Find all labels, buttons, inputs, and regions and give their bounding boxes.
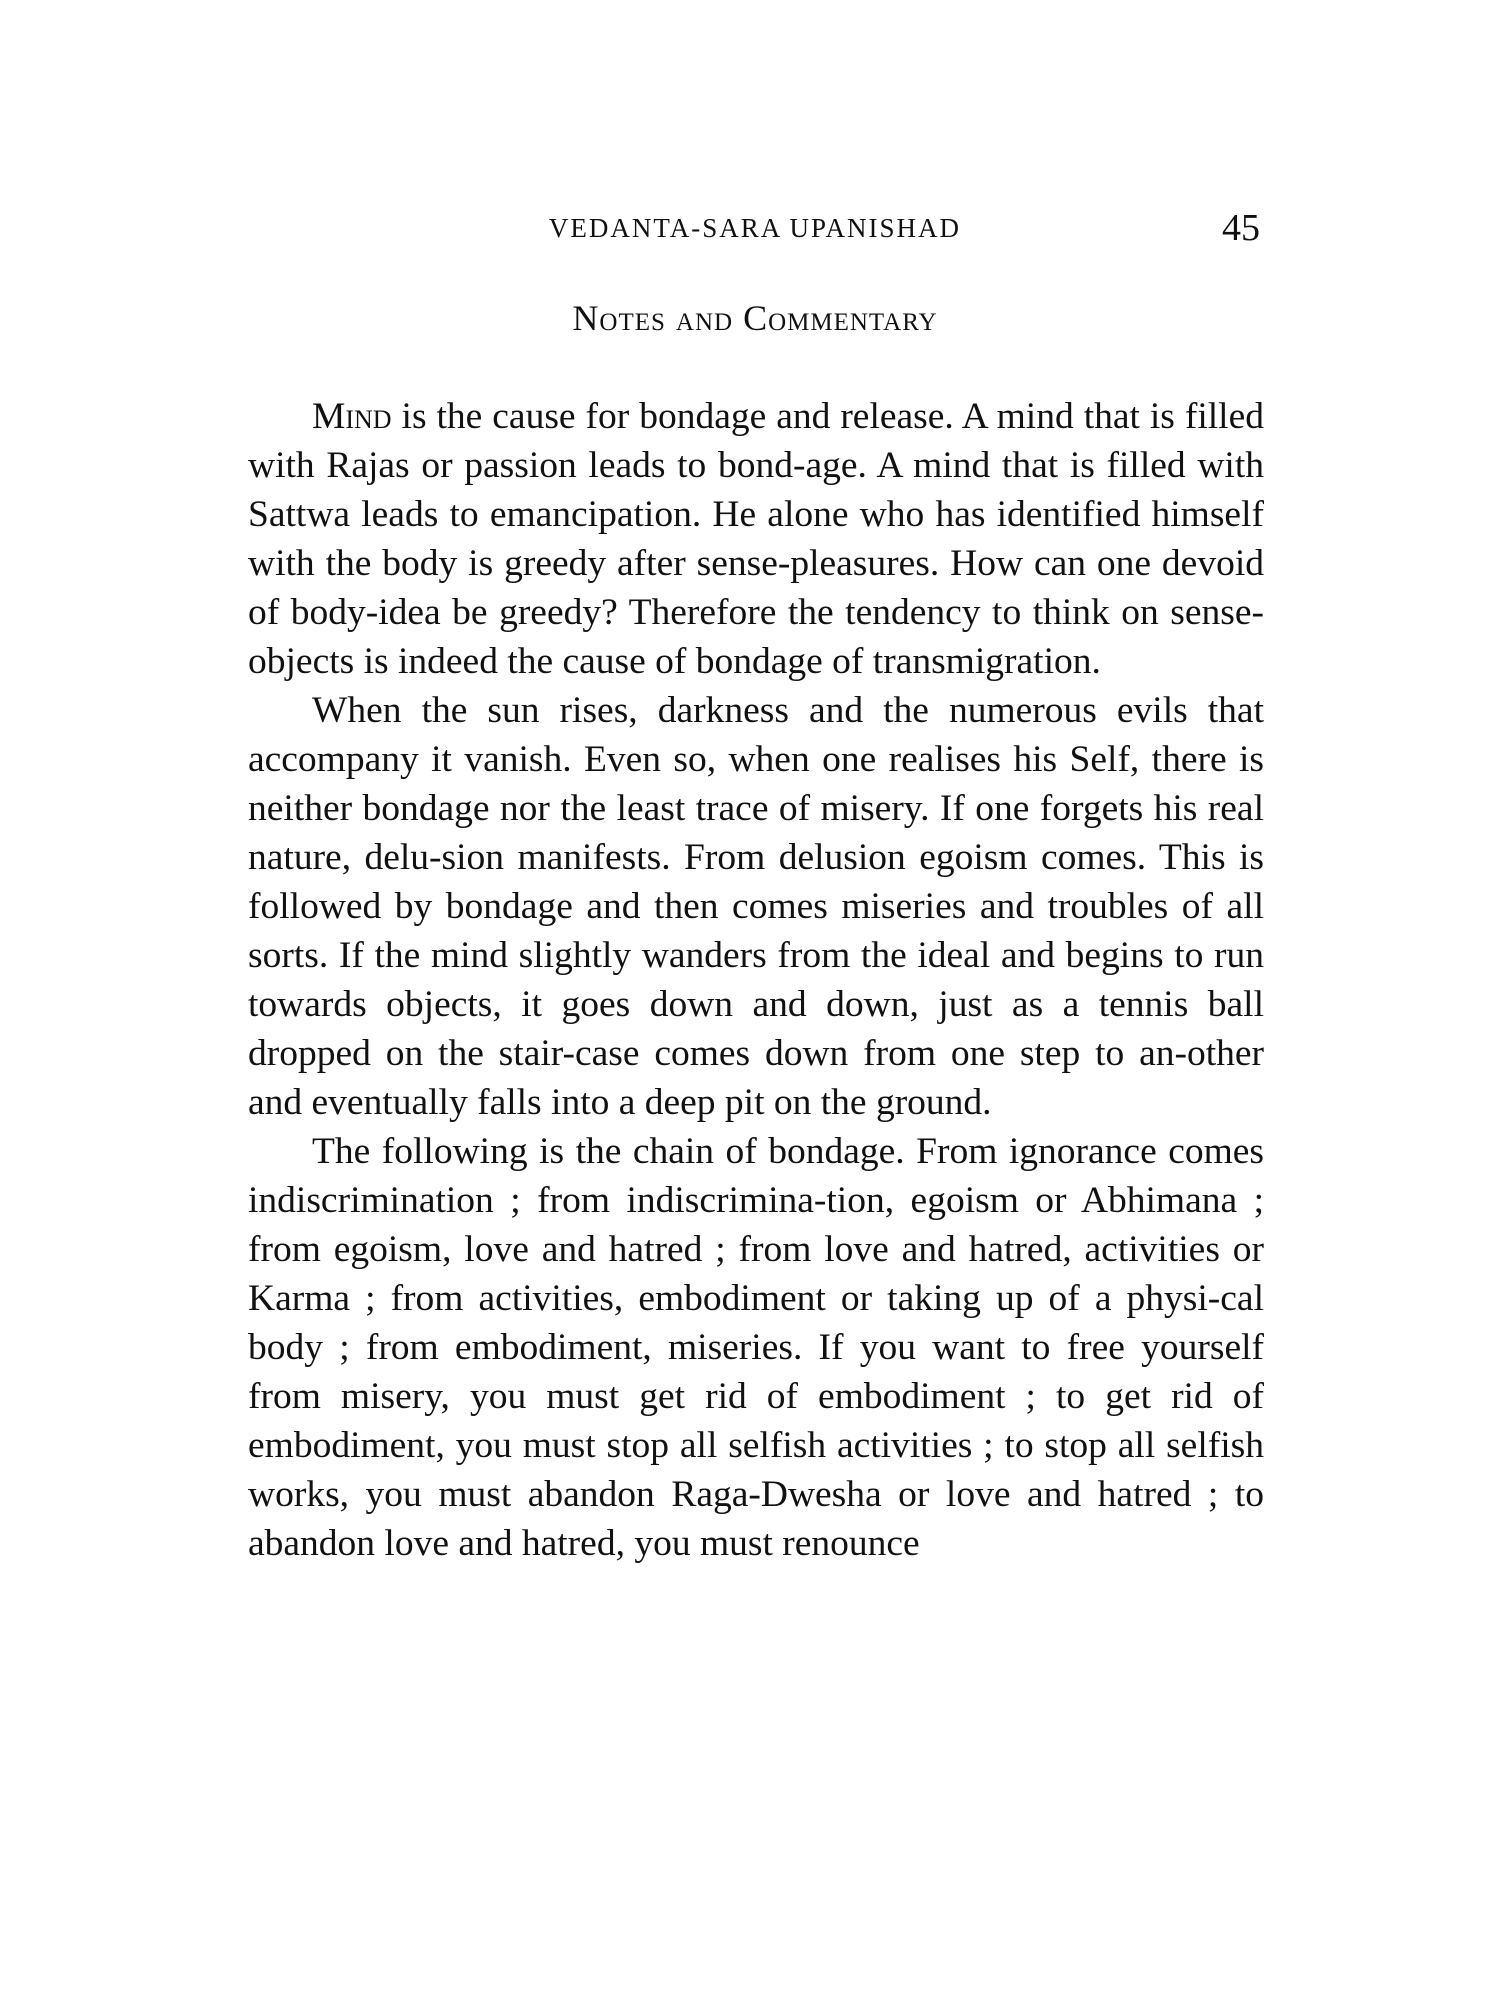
page-number: 45 xyxy=(1222,207,1260,249)
paragraph-3-text: The following is the chain of bondage. From ignorance comes indiscrimination ; from indiscrimina-tion, egoism or Abhimana ; from egoism, love and hatred ; from love and hatred, activities or Karma ; from activities, embodiment or taking up of a physi-cal body ; from embodiment, miseries. If you want to free yourself from misery, you must get rid of embodiment ; to get rid of embodiment, you must stop all selfish activities ; to stop all selfish works, you must abandon Raga-Dwesha or love and hatred ; to abandon love and hatred, you must renounce xyxy=(248,1131,1264,1564)
running-head xyxy=(250,208,1260,248)
section-heading: Notes and Commentary xyxy=(572,298,938,338)
paragraph-2 xyxy=(248,686,1264,1127)
paragraph-1-text: is the cause for bondage and release. A mind that is filled with Rajas or passion leads to bond-age. A mind that is filled with Sattwa leads to emancipation. He alone who has identified himself with the body is greedy after sense-pleasures. How can one devoid of body-idea be greedy? Therefore the tendency to think on sense-objects is indeed the cause of bondage of transmigration. xyxy=(248,396,1264,682)
running-title: VEDANTA-SARA UPANISHAD xyxy=(548,213,962,243)
paragraph-1-lead-word: Mind xyxy=(312,396,392,437)
body-text xyxy=(248,392,1264,1568)
paragraph-2-text: When the sun rises, darkness and the numerous evils that accompany it vanish. Even so, when one realises his Self, there is neither bondage nor the least trace of misery. If one forgets his real nature, delu-sion manifests. From delusion egoism comes. This is followed by bondage and then comes miseries and troubles of all sorts. If the mind slightly wanders from the ideal and begins to run towards objects, it goes down and down, just as a tennis ball dropped on the stair-case comes down from one step to an-other and eventually falls into a deep pit on the ground. xyxy=(248,690,1264,1123)
paragraph-1 xyxy=(248,392,1264,686)
paragraph-3 xyxy=(248,1127,1264,1568)
